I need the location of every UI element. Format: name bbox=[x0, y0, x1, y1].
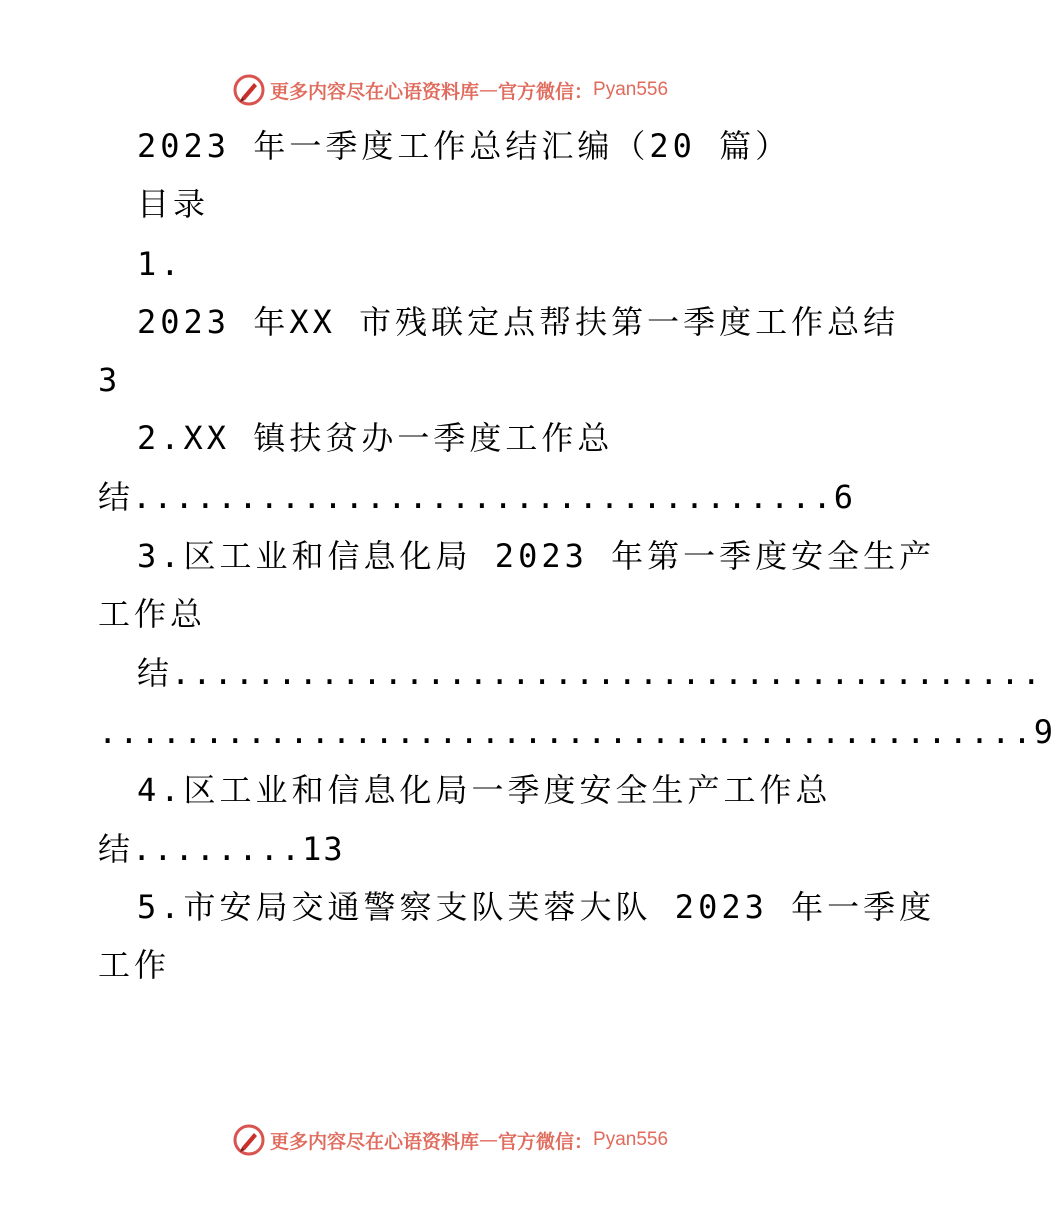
toc-line: 5.市安局交通警察支队芙蓉大队 2023 年一季度 bbox=[137, 888, 936, 926]
watermark-banner-top bbox=[232, 72, 668, 108]
toc-line: 2.XX 镇扶贫办一季度工作总 bbox=[137, 419, 614, 457]
toc-line: 4.区工业和信息化局一季度安全生产工作总 bbox=[137, 771, 832, 809]
watermark-label: 官方微信： bbox=[498, 80, 594, 103]
watermark-separator: — bbox=[479, 1129, 499, 1151]
watermark-separator: — bbox=[479, 79, 499, 101]
watermark-label: 官方微信： bbox=[498, 1130, 594, 1153]
watermark-brand-text: 更多内容尽在心语资料库 bbox=[270, 80, 480, 103]
watermark-banner-bottom bbox=[232, 1122, 668, 1158]
toc-line: 结......................................... bbox=[137, 654, 1043, 692]
watermark-brand-text: 更多内容尽在心语资料库 bbox=[270, 1130, 480, 1153]
document-title: 2023 年一季度工作总结汇编（20 篇） bbox=[137, 127, 792, 165]
toc-line: ............................................9 bbox=[98, 713, 1055, 751]
toc-line: 工作总 bbox=[98, 595, 207, 633]
toc-heading: 目录 bbox=[137, 185, 210, 223]
toc-line: 3.区工业和信息化局 2023 年第一季度安全生产 bbox=[137, 537, 936, 575]
toc-line: 结........13 bbox=[98, 830, 345, 868]
toc-line: 3 bbox=[98, 361, 122, 399]
toc-line: 工作 bbox=[98, 946, 171, 984]
toc-line: 1. bbox=[137, 245, 184, 283]
watermark-wechat-id: Pyan556 bbox=[593, 1129, 669, 1150]
toc-line: 2023 年XX 市残联定点帮扶第一季度工作总结 bbox=[137, 303, 900, 341]
watermark-wechat-id: Pyan556 bbox=[593, 79, 669, 100]
pen-logo-icon bbox=[232, 73, 266, 107]
toc-line: 结.................................6 bbox=[98, 478, 856, 516]
pen-logo-icon bbox=[232, 1123, 266, 1157]
